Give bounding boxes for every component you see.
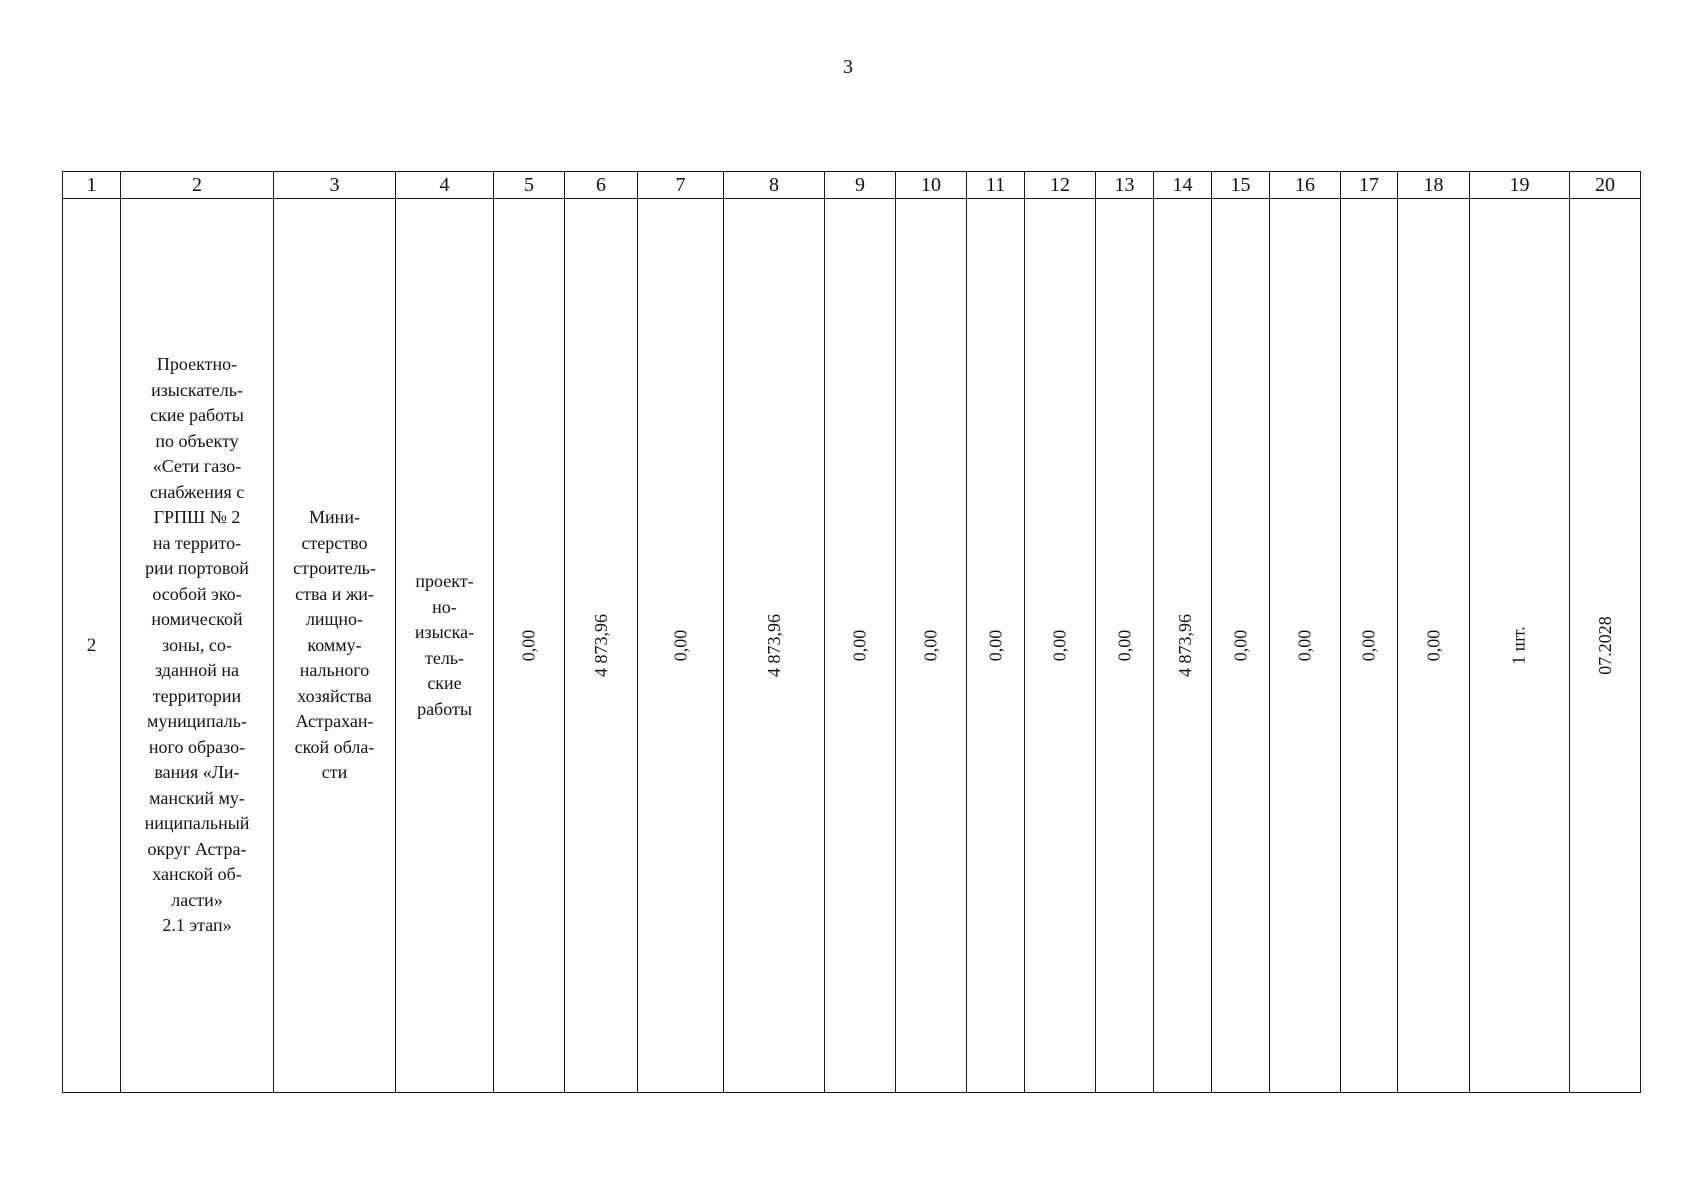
column-number-7: 7 xyxy=(638,172,724,199)
value-cell-12 xyxy=(1025,199,1096,1093)
work-type: проект- но- изыска- тель- ские работы xyxy=(414,571,475,719)
column-number-19: 19 xyxy=(1470,172,1570,199)
column-number-15: 15 xyxy=(1212,172,1270,199)
header-row xyxy=(63,172,1641,199)
value-10: 0,00 xyxy=(920,629,941,662)
column-number-4: 4 xyxy=(396,172,494,199)
value-6: 4 873,96 xyxy=(590,614,611,677)
value-11: 0,00 xyxy=(985,629,1005,662)
quantity: 1 шт. xyxy=(1509,626,1529,665)
column-number-6: 6 xyxy=(565,172,638,199)
customer-cell xyxy=(274,199,396,1093)
column-number-9: 9 xyxy=(825,172,896,199)
value-cell-13 xyxy=(1096,199,1154,1093)
value-cell-15 xyxy=(1212,199,1270,1093)
customer-name: Мини- стерство строитель- ства и жи- лищно- комму- нального хозяйства Астрахан- ской обла- сти xyxy=(293,507,376,783)
value-cell-18 xyxy=(1398,199,1470,1093)
value-cell-7 xyxy=(638,199,724,1093)
value-17: 0,00 xyxy=(1358,629,1379,662)
object-name-cell xyxy=(121,199,274,1093)
column-number-18: 18 xyxy=(1398,172,1470,199)
deadline-cell xyxy=(1570,199,1641,1093)
value-5: 0,00 xyxy=(518,629,539,662)
column-number-12: 12 xyxy=(1025,172,1096,199)
column-number-16: 16 xyxy=(1270,172,1341,199)
value-16: 0,00 xyxy=(1294,629,1315,662)
value-cell-16 xyxy=(1270,199,1341,1093)
value-18: 0,00 xyxy=(1423,629,1443,662)
object-name: Проектно- изыскатель- ские работы по объекту «Сети газо- снабжения с ГРПШ № 2 на террито- рии портовой особой эко- номической зоны, со- зданной на территории муниципаль- ного образо- вания «Ли- манский му- ниципальный округ Астра- ханской об- ласти» 2.1 этап» xyxy=(144,354,250,936)
value-cell-9 xyxy=(825,199,896,1093)
column-number-10: 10 xyxy=(896,172,967,199)
value-cell-14 xyxy=(1154,199,1212,1093)
value-cell-6 xyxy=(565,199,638,1093)
column-number-11: 11 xyxy=(967,172,1025,199)
work-type-cell xyxy=(396,199,494,1093)
column-number-17: 17 xyxy=(1341,172,1398,199)
data-table xyxy=(62,171,1641,1093)
value-cell-11 xyxy=(967,199,1025,1093)
value-cell-5 xyxy=(494,199,565,1093)
column-number-14: 14 xyxy=(1154,172,1212,199)
value-cell-10 xyxy=(896,199,967,1093)
value-cell-8 xyxy=(724,199,825,1093)
column-number-8: 8 xyxy=(724,172,825,199)
value-cell-17 xyxy=(1341,199,1398,1093)
value-9: 0,00 xyxy=(849,629,870,662)
row-number: 2 xyxy=(86,634,97,656)
value-8: 4 873,96 xyxy=(763,614,784,677)
column-number-20: 20 xyxy=(1570,172,1641,199)
value-7: 0,00 xyxy=(670,629,690,662)
column-number-2: 2 xyxy=(121,172,274,199)
page-number: 3 xyxy=(843,56,853,78)
value-12: 0,00 xyxy=(1049,629,1070,662)
column-number-5: 5 xyxy=(494,172,565,199)
value-14: 4 873,96 xyxy=(1175,614,1195,677)
quantity-cell xyxy=(1470,199,1570,1093)
column-number-13: 13 xyxy=(1096,172,1154,199)
value-13: 0,00 xyxy=(1114,629,1134,662)
deadline-date: 07.2028 xyxy=(1594,616,1615,675)
table-row xyxy=(63,199,1641,1093)
column-number-3: 3 xyxy=(274,172,396,199)
column-number-1: 1 xyxy=(63,172,121,199)
row-number-cell xyxy=(63,199,121,1093)
value-15: 0,00 xyxy=(1230,629,1250,662)
